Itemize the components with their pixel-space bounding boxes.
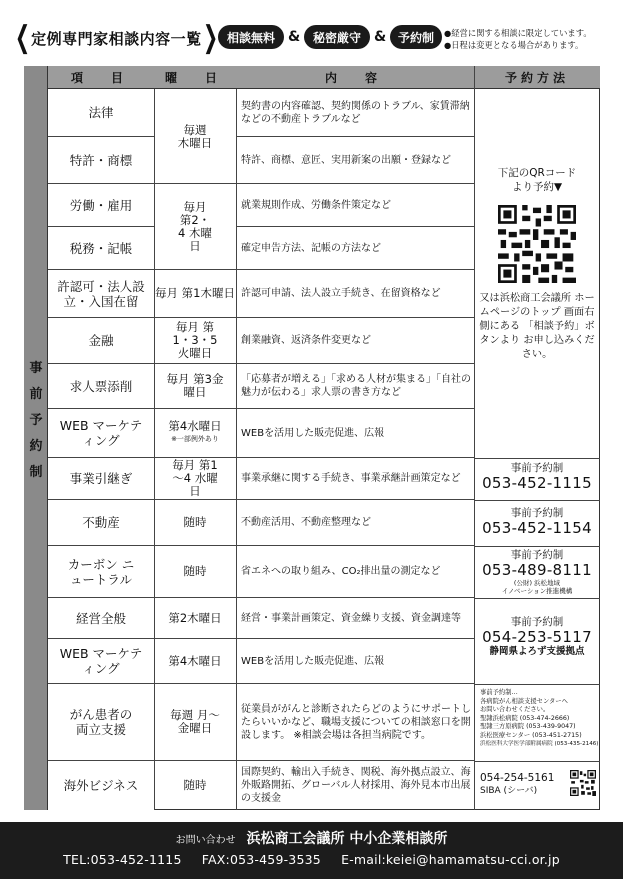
row-day-main: 第4水曜日 xyxy=(168,419,222,433)
row-desc: 確定申告方法、記帳の方法など xyxy=(241,242,381,254)
table-row xyxy=(48,761,474,810)
row-day: 随時 xyxy=(183,564,207,578)
reservation-body-text: 又は浜松商工会議所 ホームページのトップ 画面右側にある 「相談予約」ボタンより お申し込みください。 xyxy=(479,293,595,360)
footer-fax: FAX:053-459-3535 xyxy=(201,852,321,867)
row-day-note: ※一部例外あり xyxy=(171,435,219,443)
footer-tel[interactable]: TEL:053-452-1115 xyxy=(63,852,182,867)
row-day: 毎月 第1木曜日 xyxy=(155,286,235,300)
header-content: 内 容 xyxy=(324,71,385,85)
row-desc: 特許、商標、意匠、実用新案の出願・登録など xyxy=(241,154,451,166)
phone-number: 054-254-5161 xyxy=(480,772,555,784)
column-divider xyxy=(154,89,155,810)
row-day: 随時 xyxy=(183,778,207,792)
row-item: 海外ビジネス xyxy=(48,761,154,810)
reservation-label: 事前予約制 xyxy=(510,549,564,561)
row-day: 第2木曜日 xyxy=(168,610,222,625)
phone-number: 054-253-5117 xyxy=(482,628,592,646)
phone-number: 053-452-1115 xyxy=(482,474,592,492)
row-item: 事業引継ぎ xyxy=(48,458,154,499)
column-divider xyxy=(236,89,237,810)
row-desc: 就業規則作成、労働条件策定など xyxy=(241,199,391,211)
row-item: カーボン ニュートラル xyxy=(48,546,154,597)
row-day: 第4木曜日 xyxy=(168,653,222,668)
hospital-line: 聖隷浜松病院 (053-474-2666) xyxy=(480,714,570,722)
row-item: 経営全般 xyxy=(48,598,154,638)
badge-free: 相談無料 xyxy=(218,25,284,49)
overseas-qr-code[interactable] xyxy=(570,770,596,796)
reservation-qr-block xyxy=(474,166,600,194)
footer xyxy=(0,822,623,879)
footer-email[interactable]: E-mail:keiei@hamamatsu-cci.or.jp xyxy=(341,852,560,867)
cancer-line: 事前予約制… xyxy=(480,689,518,696)
table-row xyxy=(48,184,474,227)
reservation-label: 事前予約制 xyxy=(510,462,564,474)
organization-name: (公財) 浜松地域 xyxy=(513,579,561,587)
phone-number: 053-489-8111 xyxy=(482,561,592,579)
row-item: 不動産 xyxy=(48,500,154,545)
footer-org-line xyxy=(0,828,623,848)
side-label: 事 前 予 約 制 xyxy=(29,361,43,480)
row-day: 毎月 第1・3・5 火曜日 xyxy=(172,320,218,360)
row-day: 毎月 第1～4 水曜日 xyxy=(172,458,218,498)
table-row xyxy=(48,318,474,364)
contact-label: お問い合わせ xyxy=(175,835,236,846)
reservation-contact-2 xyxy=(474,507,600,537)
row-item: 金融 xyxy=(48,318,154,363)
table-header xyxy=(48,66,600,89)
hospital-line: 浜松医科大学医学部附属病院 (053-435-2146) xyxy=(480,741,599,747)
badge-reservation: 予約制 xyxy=(390,25,442,49)
row-divider xyxy=(474,598,600,599)
title-banner xyxy=(10,22,223,54)
row-desc: 不動産活用、不動産整理など xyxy=(241,517,371,528)
reservation-instructions xyxy=(474,292,600,362)
header-notes xyxy=(444,27,592,51)
ampersand: & xyxy=(374,29,387,45)
header-reservation: 予約方法 xyxy=(504,71,569,85)
table-row xyxy=(48,227,474,270)
row-item: 求人票添削 xyxy=(48,364,154,408)
table-row xyxy=(48,89,474,137)
table-row xyxy=(48,546,474,598)
hospital-line: 浜松医療センター (053-451-2715) xyxy=(480,731,582,739)
hospital-line: 聖隷三方原病院 (053-439-9047) xyxy=(480,723,576,730)
row-day xyxy=(154,409,236,457)
note-line: ●日程は変更となる場合があります。 xyxy=(444,40,584,50)
page-title: 定例専門家相談内容一覧 xyxy=(31,29,202,48)
table-row xyxy=(48,458,474,500)
header-day: 曜 日 xyxy=(164,71,225,85)
row-desc: 許認可申請、法人設立手続き、在留資格など xyxy=(241,288,441,299)
organization-name: イノベーション推進機構 xyxy=(501,587,573,595)
row-item: 特許・商標 xyxy=(48,137,154,183)
row-day: 毎月 第3金曜日 xyxy=(166,372,224,399)
row-day: 毎週 月～金曜日 xyxy=(170,708,220,735)
row-divider xyxy=(474,761,600,762)
row-divider xyxy=(474,684,600,685)
table-row xyxy=(48,500,474,546)
chevron-right-icon: ❯ xyxy=(202,20,218,55)
cancer-line: 各病院がん相談支援センターへ xyxy=(480,697,568,705)
table-row xyxy=(48,684,474,761)
reservation-label: 事前予約制 xyxy=(510,507,564,519)
row-desc: 国際契約、輸出入手続き、関税、海外拠点設立、海外販路開拓、グローバル人材採用、海外見本市出展の支援金 xyxy=(241,767,471,804)
reservation-contact-4 xyxy=(474,616,600,658)
badge-confidential: 秘密厳守 xyxy=(304,25,370,49)
row-day: 随時 xyxy=(183,515,207,529)
table-row xyxy=(48,137,474,184)
row-item: 労働・雇用 xyxy=(48,184,154,226)
row-item: 法律 xyxy=(48,89,154,136)
row-desc: WEBを活用した販売促進、広報 xyxy=(241,427,385,439)
row-desc: 事業承継に関する手続き、事業承継計画策定など xyxy=(241,473,461,484)
table-row xyxy=(48,639,474,684)
reservation-contact-3 xyxy=(474,549,600,595)
row-item: 税務・記帳 xyxy=(48,227,154,269)
row-desc: 省エネへの取り組み、CO₂排出量の測定など xyxy=(241,566,441,577)
row-desc: 契約書の内容確認、契約関係のトラブル、家賃滞納などの不動産トラブルなど xyxy=(241,100,470,125)
header xyxy=(10,20,615,64)
row-desc: WEBを活用した販売促進、広報 xyxy=(241,655,385,667)
row-item: がん患者の 両立支援 xyxy=(48,684,154,760)
organization-name: 浜松商工会議所 中小企業相談所 xyxy=(246,831,448,847)
row-item: 許認可・法人設立・入国在留 xyxy=(48,270,154,317)
day-monthly-2-4-thursday: 毎月 第2・4 木曜日 xyxy=(154,185,236,269)
organization-name: 静岡県よろず支援拠点 xyxy=(489,646,585,657)
day-weekly-thursday: 毎週 木曜日 xyxy=(154,90,236,183)
table-row xyxy=(48,270,474,318)
organization-name: SIBA (シーバ) xyxy=(480,786,538,796)
cancer-line: お問い合わせください。 xyxy=(480,706,550,713)
row-divider xyxy=(474,458,600,459)
reservation-cancer-support xyxy=(474,689,600,749)
side-label-column xyxy=(24,66,48,810)
row-divider xyxy=(474,500,600,501)
table-row xyxy=(48,598,474,639)
footer-contact-line xyxy=(0,852,623,867)
reservation-label: 事前予約制 xyxy=(510,616,564,628)
table-row xyxy=(48,364,474,409)
reservation-qr-code[interactable] xyxy=(498,205,576,283)
row-item: WEB マーケティング xyxy=(48,409,154,457)
row-item: WEB マーケティング xyxy=(48,639,154,683)
reservation-contact-1 xyxy=(474,462,600,492)
ampersand: & xyxy=(288,29,301,45)
qr-instruction: 下記のQRコード より予約▼ xyxy=(497,167,577,193)
chevron-left-icon: ❮ xyxy=(15,20,31,55)
header-item: 項 目 xyxy=(70,71,131,85)
row-desc: 従業員ががんと診断されたらどのようにサポートしたらいいかなど、職場支援についての相談窓口を開設します。 ※相談会場は各担当病院です。 xyxy=(241,703,471,741)
row-divider xyxy=(474,546,600,547)
row-desc: 経営・事業計画策定、資金繰り支援、資金調達等 xyxy=(241,612,461,624)
row-desc: 「応募者が増える」「求める人材が集まる」「自社の魅力が伝わる」求人票の書き方など xyxy=(241,374,471,398)
note-line: ●経営に関する相談に限定しています。 xyxy=(444,28,592,38)
table-row xyxy=(48,409,474,458)
phone-number: 053-452-1154 xyxy=(482,519,592,537)
row-desc: 創業融資、返済条件変更など xyxy=(241,335,371,346)
